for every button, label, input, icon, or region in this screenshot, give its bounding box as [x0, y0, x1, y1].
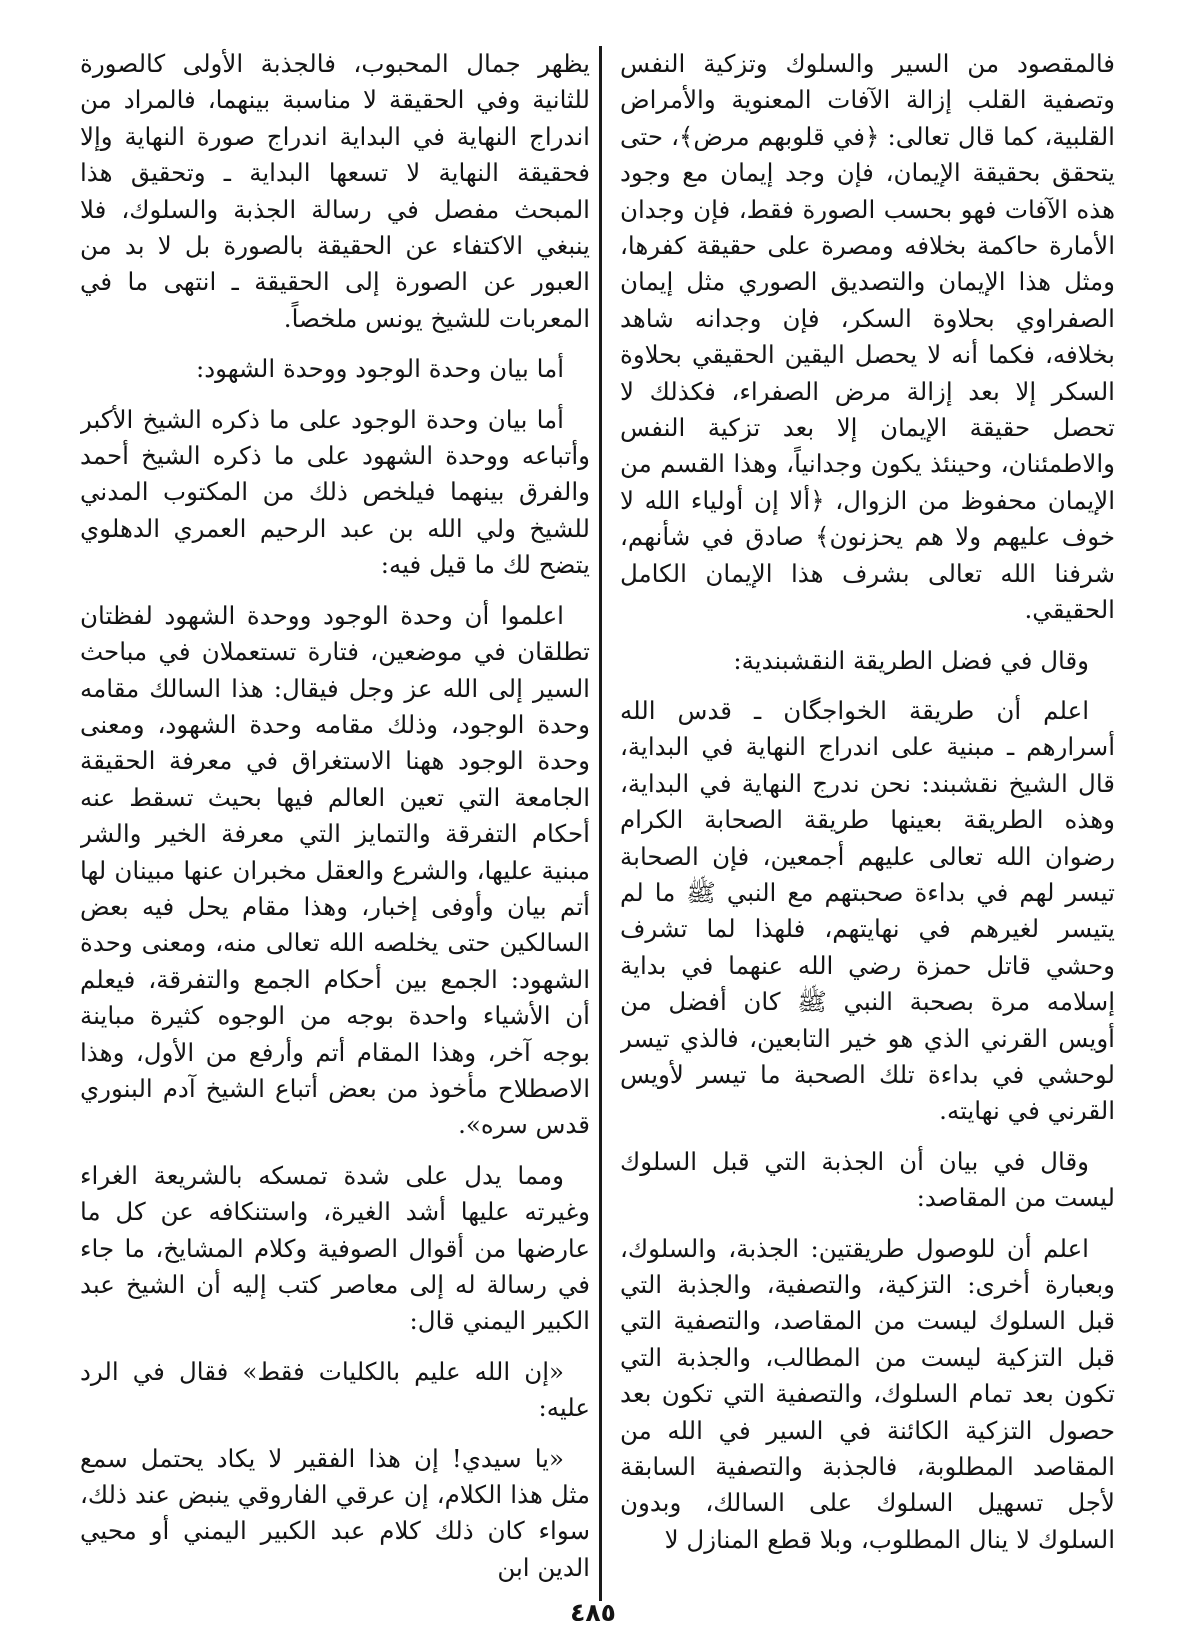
paragraph-two-paths: اعلم أن للوصول طريقتين: الجذبة، والسلوك، وبعبارة أخرى: التزكية، والتصفية، والجذبة التي قبل السلوك ليست من المقاصد، والتصفية التي قبل التزكية ليست من المطالب، والجذبة التي تكون بعد تمام السلوك، والتصفية التي تكون بعد حصول التزكية الكائنة في السير في الله من المقاصد المطلوبة، فالجذبة والتصفية السابقة لأجل تسهيل السلوك على السالك، وبدون السلوك لا ينال المطلوب، وبلا قطع المنازل لا	[620, 1233, 1115, 1554]
paragraph-purpose-of-suluk: فالمقصود من السير والسلوك وتزكية النفس وتصفية القلب إزالة الآفات المعنوية والأمراض القلبية، كما قال تعالى: ﴿في قلوبهم مرض﴾، حتى يتحقق بحقيقة الإيمان، فإن وجد إيمان مع وجود هذه الآفات فهو بحسب الصورة فقط، فإن وجدان الأمارة حاكمة بخلافه ومصرة على حقيقة كفرها، ومثل هذا الإيمان والتصديق الصوري مثل إيمان الصفراوي بحلاوة السكر، فإن وجدانه شاهد بخلافه، فكما أنه لا يحصل اليقين الحقيقي بحلاوة السكر إلا بعد إزالة مرض الصفراء، فكذلك لا تحصل حقيقة الإيمان إلا بعد تزكية النفس والاطمئنان، وحينئذ يكون وجدانياً، وهذا القسم من الإيمان محفوظ من الزوال، ﴿ألا إن أولياء الله لا خوف عليهم ولا هم يحزنون﴾ صادق في شأنهم، شرفنا الله تعالى بشرف هذا الإيمان الكامل الحقيقي.	[620, 49, 1115, 625]
right-text-column	[620, 46, 1115, 1606]
left-text-column	[80, 46, 590, 1606]
heading-jadhba-before-suluk: وقال في بيان أن الجذبة التي قبل السلوك ليست من المقاصد:	[620, 1146, 1115, 1213]
page-number: ٤٨٥	[570, 1598, 616, 1627]
paragraph-reply-quote: «يا سيدي! إن هذا الفقير لا يكاد يحتمل سمع مثل هذا الكلام، إن عرقي الفاروقي ينبض عند ذلك، سواء كان ذلك كلام عبد الكبير اليمني أو محيي الدين ابن	[80, 1443, 590, 1582]
paragraph-two-terms: اعلموا أن وحدة الوجود ووحدة الشهود لفظتان تطلقان في موضعين، فتارة تستعملان في مباحث السير إلى الله عز وجل فيقال: هذا السالك مقامه وحدة الوجود، وذلك مقامه وحدة الشهود، ومعنى وحدة الوجود ههنا الاستغراق في معرفة الحقيقة الجامعة التي تعين العالم فيها بحيث تسقط عنه أحكام التفرقة والتمايز التي معرفة الخير والشر مبنية عليها، والشرع والعقل مخبران عنها مبينان لها أتم بيان وأوفى إخبار، وهذا مقام يحل فيه بعض السالكين حتى يخلصه الله تعالى منه، ومعنى وحدة الشهود: الجمع بين أحكام الجمع والتفرقة، فيعلم أن الأشياء واحدة بوجه من الوجوه كثيرة مباينة بوجه آخر، وهذا المقام أتم وأرفع من الأول، وهذا الاصطلاح مأخوذ من بعض أتباع الشيخ آدم البنوري قدس سره».	[80, 600, 590, 1140]
paragraph-sharia-adherence: ومما يدل على شدة تمسكه بالشريعة الغراء وغيرته عليها أشد الغيرة، واستنكافه عن كل ما عارضها من أقوال الصوفية وكلام المشايخ، ما جاء في رسالة له إلى معاصر كتب إليه أن الشيخ عبد الكبير اليمني قال:	[80, 1160, 590, 1336]
heading-naqshbandi-virtue: وقال في فضل الطريقة النقشبندية:	[733, 645, 1089, 675]
paragraph-khwajagan-path: اعلم أن طريقة الخواجگان ـ قدس الله أسرارهم ـ مبنية على اندراج النهاية في البداية، قال الشيخ نقشبند: نحن ندرج النهاية في البداية، وهذه الطريقة بعينها طريقة الصحابة الكرام رضوان الله تعالى عليهم أجمعين، فإن الصحابة تيسر لهم في بداءة صحبتهم مع النبي ﷺ ما لم يتيسر لغيرهم في نهايتهم، فلهذا لما تشرف وحشي قاتل حمزة رضي الله عنهما في بداية إسلامه مرة بصحبة النبي ﷺ كان أفضل من أويس القرني الذي هو خير التابعين، فالذي تيسر لوحشي في بداءة تلك الصحبة ما تيسر لأويس القرني في نهايته.	[620, 695, 1115, 1126]
paragraph-wahdat-explanation: أما بيان وحدة الوجود على ما ذكره الشيخ الأكبر وأتباعه ووحدة الشهود على ما ذكره الشيخ أحمد والفرق بينهما فيلخص ذلك من المكتوب المدني للشيخ ولي الله بن عبد الرحيم العمري الدهلوي يتضح لك ما قيل فيه:	[80, 404, 590, 580]
heading-wahdat-al-wujud: أما بيان وحدة الوجود ووحدة الشهود:	[195, 354, 564, 384]
paragraph-beloved-beauty: يظهر جمال المحبوب، فالجذبة الأولى كالصورة للثانية وفي الحقيقة لا مناسبة بينهما، فالمراد من اندراج النهاية في البداية اندراج صورة النهاية وإلا فحقيقة النهاية لا تسعها البداية ـ وتحقيق هذا المبحث مفصل في رسالة الجذبة والسلوك، فلا ينبغي الاكتفاء عن الحقيقة بالصورة بل لا بد من العبور عن الصورة إلى الحقيقة ـ انتهى ما في المعربات للشيخ يونس ملخصاً.	[80, 49, 590, 333]
paragraph-quoted-claim: «إن الله عليم بالكليات فقط» فقال في الرد عليه:	[80, 1356, 590, 1423]
column-divider	[599, 46, 602, 1601]
